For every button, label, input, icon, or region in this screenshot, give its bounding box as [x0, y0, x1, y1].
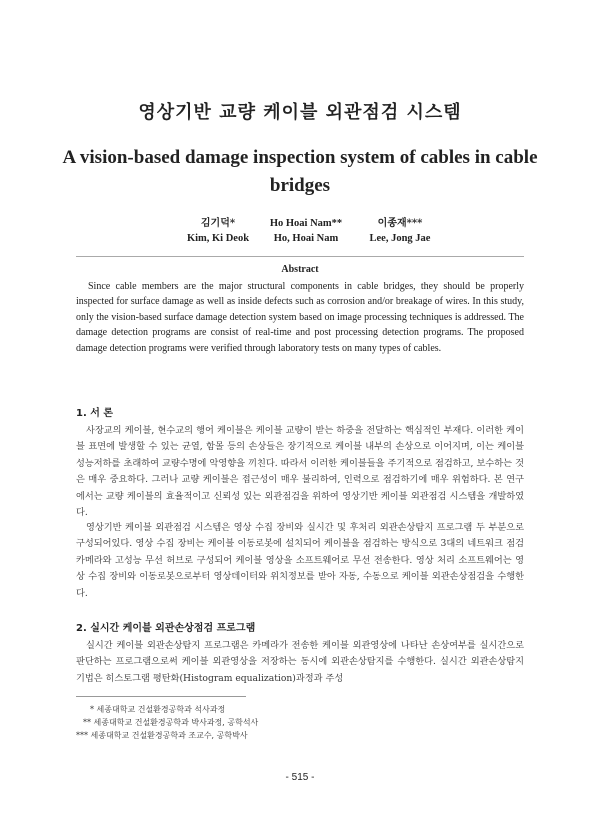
page-number: - 515 -: [285, 772, 315, 783]
author-3-name-en: Lee, Jong Jae: [369, 233, 431, 244]
footnote-2: ** 세종대학교 건설환경공학과 박사과정, 공학석사: [83, 718, 259, 727]
author-2-name-ko: Ho Hoai Nam**: [269, 218, 343, 229]
section-1-paragraph-1: 사장교의 케이블, 현수교의 행어 케이블은 케이블 교량이 받는 하중을 전달하는 핵심적인 부재다. 이러한 케이블 표면에 발생할 수 있는 균열, 함몰 등의 손상들은 장기적으로 케이블 내부의 손상으로 이어지며, 이는 케이블 성능저하를 초래하여 교량수명에 악영향을 끼친다. 따라서 이러한 케이블들을 주기적으로 점검하고, 보수하는 것은 매우 중요하다. 그러나 교량 케이블은 접근성이 매우 불리하여, 인력으로 점검하기에 매우 위험하다. 본 연구에서는 교량 케이블의 효율적이고 신뢰성 있는 외관점검을 위하여 영상기반 케이블 외관점검 시스템을 개발하였다.: [76, 425, 524, 519]
author-1: [168, 216, 268, 246]
title-korean: 영상기반 교량 케이블 외관점검 시스템: [138, 102, 462, 123]
footnotes: [76, 703, 258, 742]
section-2-paragraph-1: 실시간 케이블 외관손상탐지 프로그램은 카메라가 전송한 케이블 외관영상에 나타난 손상여부를 실시간으로 판단하는 프로그램으로써 케이블 외관영상을 저장하는 동시에 외관손상탐지를 수행한다. 실시간 외관손상탐지 기법은 히스토그램 평탄화(Histogram equalization)과정과 주성: [76, 640, 524, 684]
section-1-paragraph-2: 영상기반 케이블 외관점검 시스템은 영상 수집 장비와 실시간 및 후처리 외관손상탐지 프로그램 두 부분으로 구성되어있다. 영상 수집 장비는 케이블 이동로봇에 설치되어 케이블을 점검하는 방식으로 3대의 네트워크 점검 카메라와 고성능 무선 허브로 구성되어 케이블 영상을 소프트웨어로 무선 전송한다. 영상 처리 소프트웨어는 영상 수집 장비와 이동로봇으로부터 영상데이터와 위치정보를 받아 자동, 수동으로 케이블 외관손상점검을 수행한다.: [76, 522, 524, 599]
abstract-body: Since cable members are the major structural components in cable bridges, they should be properly inspected for surface damage as well as inside defects such as corrosion and/or breakage of wires. In this study, only the vision-based surface damage detection system based on image processing techniques is addressed. The damage detection programs are consist of real-time and post processing detection programs. The proposed damage detection programs were verified through laboratory tests on many types of cables.: [76, 281, 524, 354]
author-1-name-ko: 김기덕*: [200, 218, 236, 229]
author-1-name-en: Kim, Ki Deok: [186, 233, 250, 244]
author-2-name-en: Ho, Hoai Nam: [273, 233, 339, 244]
header-divider: [76, 256, 524, 257]
section-2-heading: 2. 실시간 케이블 외관손상점검 프로그램: [76, 623, 256, 634]
abstract-heading: Abstract: [281, 264, 319, 275]
section-1-heading: 1. 서 론: [76, 408, 114, 419]
author-2: [256, 216, 356, 246]
footnote-1: * 세종대학교 건설환경공학과 석사과정: [90, 705, 226, 714]
author-3-name-ko: 이종재***: [377, 218, 423, 229]
author-3: [350, 216, 450, 246]
footnote-3: *** 세종대학교 건설환경공학과 조교수, 공학박사: [76, 731, 248, 740]
title-english: A vision-based damage inspection system of cables in cable bridges: [62, 147, 538, 196]
footnote-divider: [76, 696, 246, 697]
